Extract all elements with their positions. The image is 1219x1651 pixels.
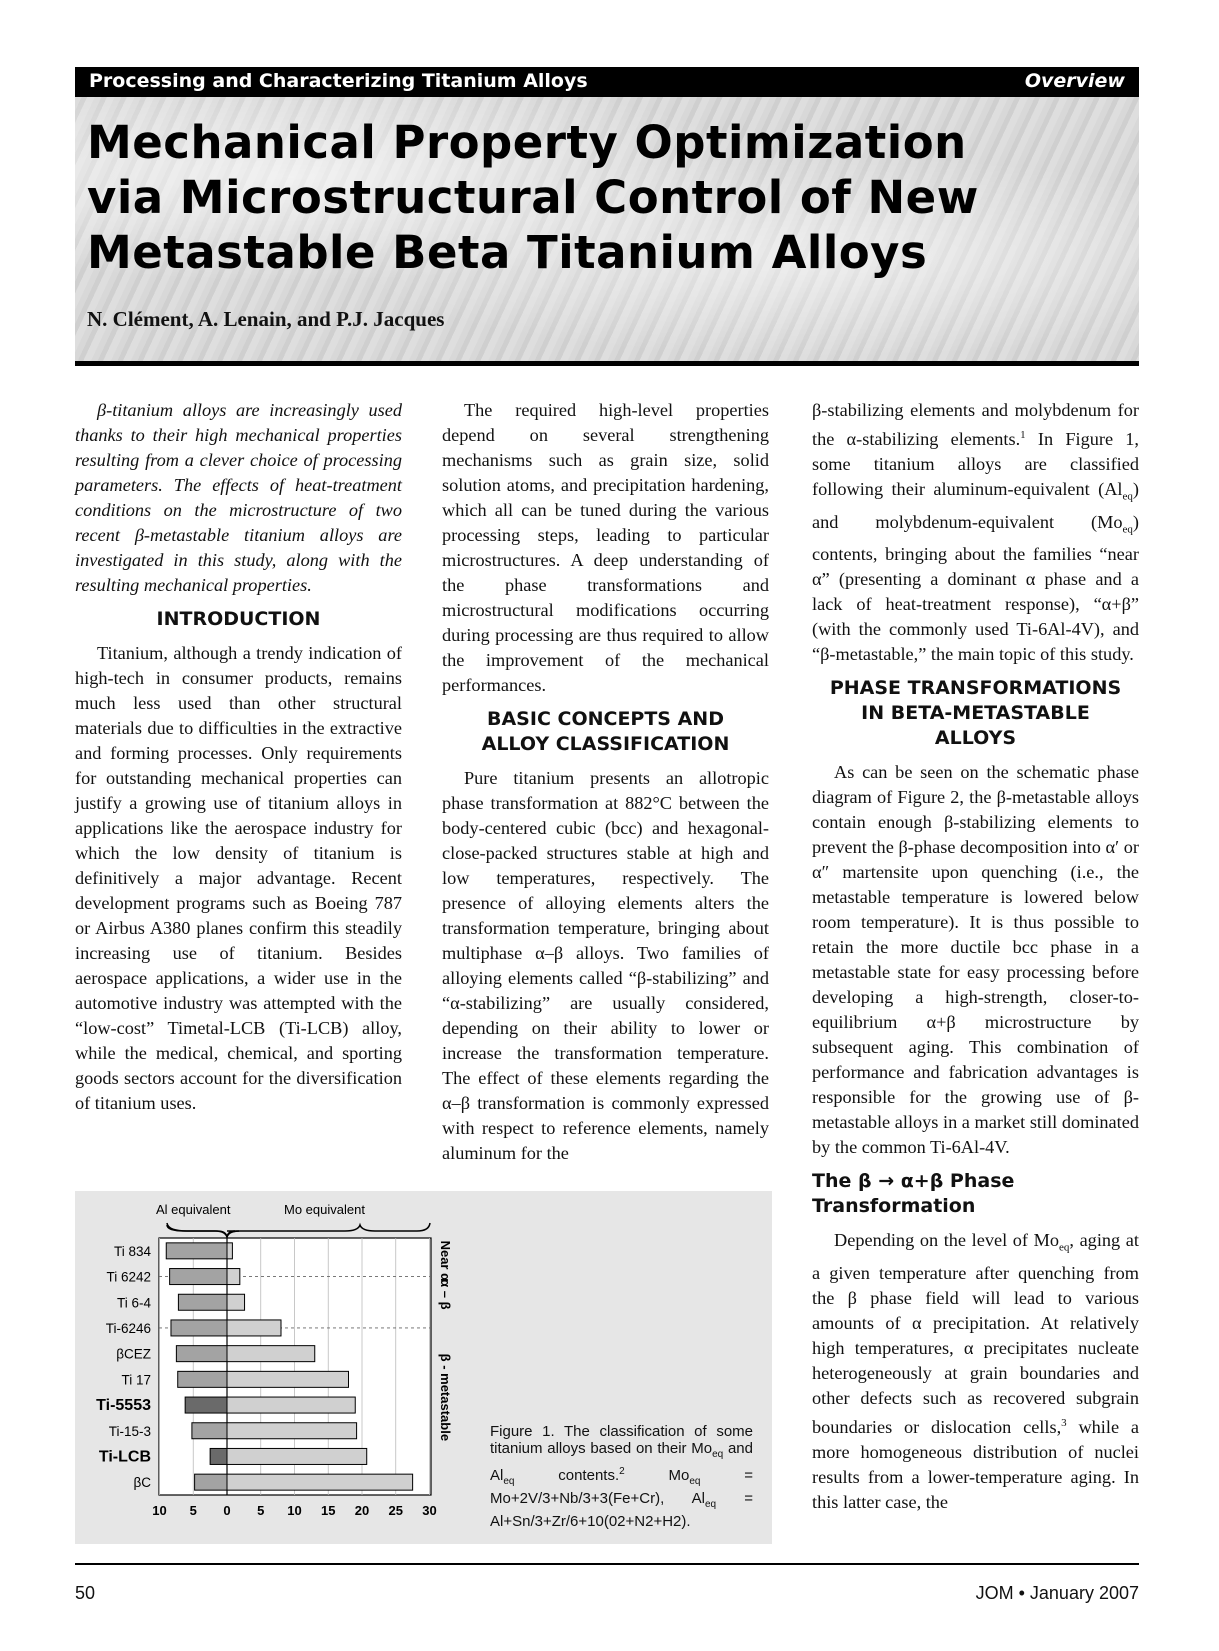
page-number: 50: [75, 1583, 96, 1603]
section-heading-phase-transformations: [812, 676, 1139, 751]
text-run: β-stabilizing elements and molybdenum for the α-stabilizing elements.: [812, 400, 1139, 450]
al-equivalent-label: Al equivalent: [156, 1202, 231, 1217]
subsection-heading: [812, 1169, 1139, 1219]
title-line: Mechanical Property Optimization: [87, 116, 967, 169]
category-label: Ti 17: [121, 1372, 151, 1388]
text-run: Mo: [624, 1467, 690, 1484]
column-2: [442, 398, 769, 1166]
subscript: eq: [1122, 490, 1133, 503]
category-label: Ti-LCB: [98, 1448, 151, 1466]
mo-bar: [227, 1294, 245, 1310]
reference-mark: 2: [619, 1466, 625, 1477]
journal-issue: JOM • January 2007: [975, 1583, 1139, 1603]
al-bar: [171, 1320, 227, 1336]
al-bar: [166, 1243, 227, 1259]
mo-bar: [227, 1448, 367, 1464]
mo-bar: [227, 1243, 232, 1259]
heading-line: PHASE TRANSFORMATIONS: [829, 677, 1122, 700]
heading-line: Transformation: [812, 1195, 976, 1218]
title-line: Metastable Beta Titanium Alloys: [87, 226, 928, 279]
heading-line: ALLOYS: [934, 727, 1017, 750]
mo-bar: [227, 1474, 413, 1490]
category-label: βCEZ: [116, 1346, 151, 1362]
text-run: ) and molybdenum-equivalent (Mo: [812, 479, 1139, 532]
heading-line: BASIC CONCEPTS AND: [487, 708, 724, 730]
paragraph: The required high-level properties depend on several strengthening mechanisms such as grain size, solid solution atoms, and precipitation hardening, which all can be tuned during the various processing steps, leading to particular microstructures. A deep understanding of the phase transformations and microstructural modifications occurring during processing are thus required to allow the improvement of the mechanical performances.: [442, 400, 769, 695]
text-run: In Figure 1, some titanium alloys are classified following their aluminum-equivalent (Al: [812, 429, 1139, 500]
subscript: eq: [712, 1449, 724, 1460]
authors: N. Clément, A. Lenain, and P.J. Jacques: [87, 307, 445, 331]
al-bar: [170, 1269, 227, 1285]
text-run: = Al+Sn/3+Zr/6+10(02+N2+H2).: [490, 1490, 753, 1530]
al-brace-line: [167, 1223, 235, 1237]
category-label: Ti 6-4: [116, 1295, 151, 1311]
category-label: βC: [133, 1475, 151, 1491]
x-tick-label: 10: [152, 1503, 167, 1518]
al-bar: [210, 1448, 227, 1464]
text-run: while a more homogeneous distribution of nuclei results from a lower-temperature aging. In this latter case, the: [812, 1417, 1139, 1513]
subscript: eq: [689, 1476, 701, 1487]
group-labels: [438, 1241, 453, 1442]
x-tick-label: 15: [321, 1503, 336, 1518]
reference-mark: 1: [1020, 429, 1026, 441]
paragraph: [812, 398, 1139, 667]
x-tick-label: 5: [257, 1503, 265, 1518]
mo-equivalent-label: Mo equivalent: [284, 1202, 365, 1217]
reference-mark: 3: [1061, 1417, 1067, 1430]
group-label: Near α: [438, 1240, 453, 1282]
column-3: [812, 398, 1139, 1515]
footer-rule: [75, 1563, 1139, 1565]
category-label: Ti 6242: [106, 1269, 151, 1285]
subscript: eq: [704, 1499, 717, 1510]
heading-line: ALLOY CLASSIFICATION: [481, 733, 730, 755]
abstract: β-titanium alloys are increasingly used thanks to their high mechanical properties resulting from a clever choice of processing parameters. The effects of heat-treatment conditions on the microstructure of two recent β-metastable titanium alloys are investigated in this study, along with the resulting mechanical properties.: [75, 400, 402, 595]
x-tick-label: 0: [223, 1503, 231, 1518]
heading-line: The β → α+β Phase: [812, 1170, 1015, 1193]
mo-bar: [227, 1371, 349, 1387]
text-run: contents.: [514, 1467, 620, 1484]
category-label: Ti-5553: [96, 1397, 151, 1415]
paragraph: As can be seen on the schematic phase diagram of Figure 2, the β-metastable alloys contain enough β-stabilizing elements to prevent the β-phase decomposition into α′ or α″ martensite upon quenching (i.e., the metastable temperature is lowered below room temperature). It is thus possible to retain the more ductile bcc phase in a metastable state for easy processing before developing a high-strength, closer-to-equilibrium α+β microstructure by subsequent aging. This combination of performance and fabrication advantages is responsible for the growing use of β-metastable alloys in a market still dominated by the common Ti-6Al-4V.: [812, 762, 1139, 1158]
header-rule: [75, 361, 1139, 366]
paragraph: Pure titanium presents an allotropic phase transformation at 882°C between the body-centered cubic (bcc) and hexagonal-close-packed structures stable at high and low temperatures, respectively. The presence of alloying elements alters the transformation temperature, bringing about multiphase α–β alloys. Two families of alloying elements called “β-stabilizing” and “α-stabilizing” are usually considered, depending on their ability to lower or increase the transformation temperature. The effect of these elements regarding the α–β transformation is commonly expressed with respect to reference elements, namely aluminum for the: [442, 768, 769, 1163]
mo-brace: [227, 1223, 430, 1237]
x-tick-label: 25: [388, 1503, 403, 1518]
group-label: α – β: [438, 1279, 453, 1310]
al-bar: [178, 1371, 227, 1387]
category-labels: [96, 1244, 151, 1490]
x-tick-label: 10: [287, 1503, 302, 1518]
subscript: eq: [1122, 523, 1133, 536]
subscript: eq: [503, 1476, 515, 1487]
mo-bar: [227, 1397, 355, 1413]
text-run: , aging at a given temperature after quenching from the β phase field will lead to various amounts of α precipitation. At relatively high temperatures, α precipitates nucleate heterogeneously at grain boundaries and other defects such as recovered subgrain boundaries or dislocation cells,: [812, 1230, 1139, 1438]
figure-caption: [490, 1423, 753, 1530]
section-heading-introduction: INTRODUCTION: [156, 608, 321, 630]
intro-paragraph: Titanium, although a trendy indication of high-tech in consumer products, remains much less used than other structural materials due to difficulties in the extractive and forming processes. Only requirements for outstanding mechanical properties can justify a growing use of titanium alloys in applications like the aerospace industry for which the low density of titanium is definitively a major advantage. Recent development programs such as Boeing 787 or Airbus A380 planes confirm this steadily increasing use of titanium. Besides aerospace applications, a wider use in the automotive industry was attempted with the “low-cost” Timetal-LCB (Ti-LCB) alloy, while the medical, chemical, and sporting goods sectors account for the diversification of titanium uses.: [75, 643, 402, 1113]
category-label: Overview: [1024, 70, 1125, 92]
paragraph: [812, 1228, 1139, 1515]
x-tick-label: 30: [422, 1503, 437, 1518]
category-label: Ti-6246: [105, 1320, 151, 1336]
column-1: [75, 398, 402, 1116]
text-run: and Al: [490, 1440, 753, 1484]
al-bar: [192, 1423, 227, 1439]
category-label: Ti 834: [113, 1243, 151, 1259]
title-banner: [75, 97, 1139, 363]
x-tick-labels: [152, 1503, 436, 1518]
subscript: eq: [1059, 1242, 1070, 1255]
al-bar: [178, 1294, 227, 1310]
text-run: = Mo+2V/3+Nb/3+3(Fe+Cr), Al: [490, 1467, 753, 1507]
section-heading-basic-concepts: [442, 707, 769, 757]
mo-bar: [227, 1423, 357, 1439]
x-tick-label: 5: [189, 1503, 197, 1518]
text-run: ) contents, bringing about the families “near α” (presenting a dominant α phase and a lack of heat-treatment response), “α+β” (with the commonly used Ti-6Al-4V), and “β-metastable,” the main topic of this study.: [812, 511, 1139, 665]
text-run: Depending on the level of Mo: [834, 1230, 1059, 1251]
mo-bar: [227, 1269, 240, 1285]
x-tick-label: 20: [354, 1503, 370, 1518]
al-bar: [185, 1397, 227, 1413]
section-title: Processing and Characterizing Titanium Alloys: [89, 70, 588, 92]
mo-bar: [227, 1346, 315, 1362]
section-header-bar: [75, 67, 1139, 97]
mo-bar: [227, 1320, 281, 1336]
al-bar: [195, 1474, 227, 1490]
title-line: via Microstructural Control of New: [87, 171, 979, 224]
category-label: Ti-15-3: [108, 1423, 151, 1439]
text-run: Figure 1. The classification of some titanium alloys based on their Mo: [490, 1423, 753, 1457]
article-title: [87, 115, 979, 280]
al-bar: [176, 1346, 227, 1362]
group-label: β - metastable: [438, 1353, 453, 1442]
heading-line: IN BETA-METASTABLE: [861, 702, 1090, 725]
